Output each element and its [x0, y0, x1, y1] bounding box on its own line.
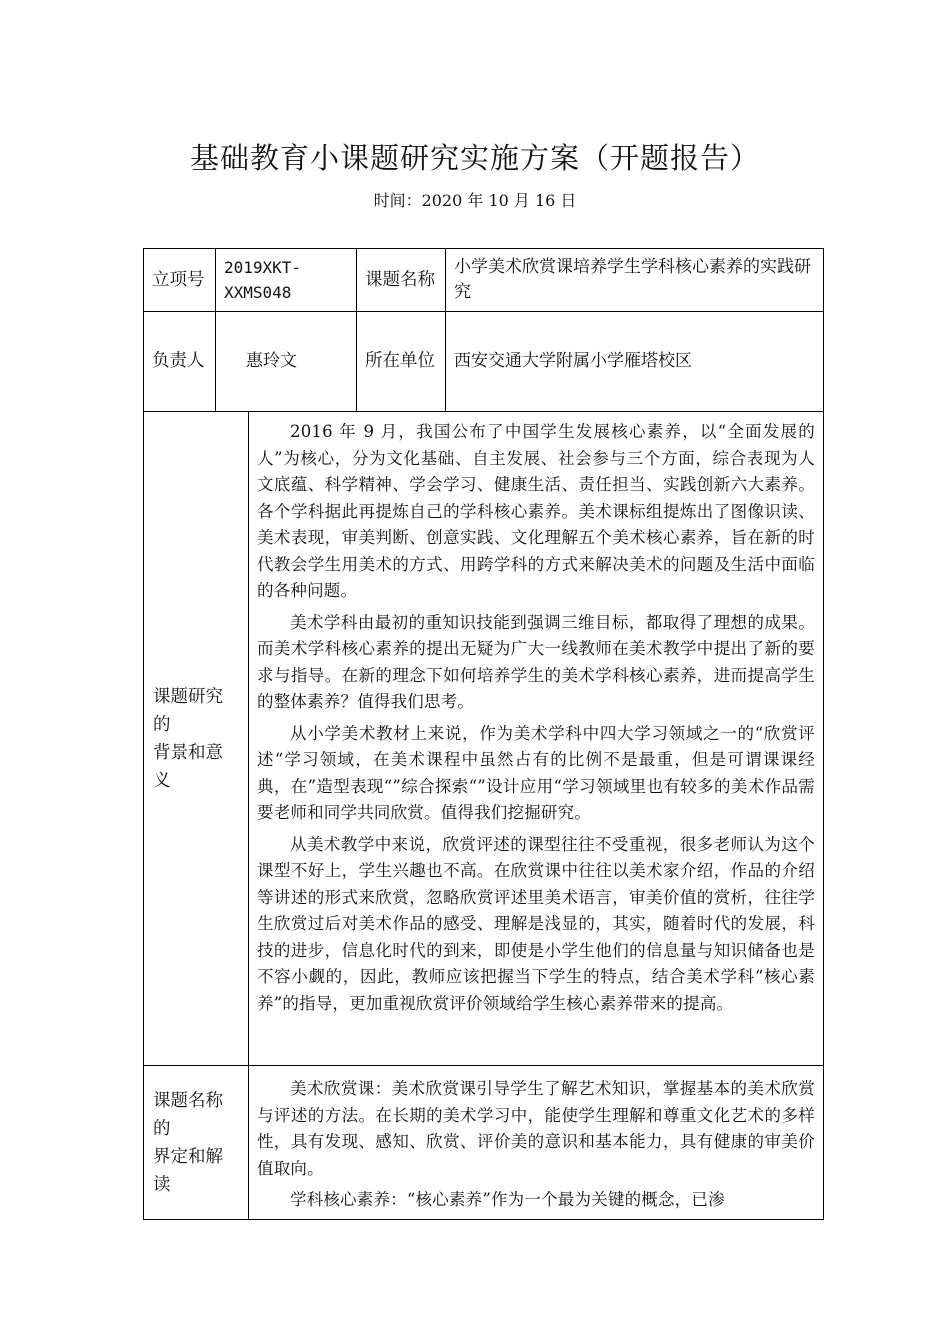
label-definition: [144, 1066, 249, 1220]
table-row-leader: [144, 312, 824, 412]
leader-value: 惠玲文: [216, 312, 357, 412]
background-paragraph: 从美术教学中来说，欣赏评述的课型往往不受重视，很多老师认为这个课型不好上，学生兴趣也不高。在欣赏课中往往以美术家介绍，作品的介绍等讲述的形式来欣赏，忽略欣赏评述里美术语言，审美价值的赏析，往往学生欣赏过后对美术作品的感受、理解是浅显的，其实，随着时代的发展，科技的进步，信息化时代的到来，即使是小学生他们的信息量与知识储备也是不容小觑的，因此，教师应该把握当下学生的特点，结合美术学科“核心素养”的指导，更加重视欣赏评价领域给学生核心素养带来的提高。: [257, 834, 815, 1013]
project-id-value: 2019XKT-XXMS048: [216, 249, 357, 312]
background-paragraph: 2016 年 9 月，我国公布了中国学生发展核心素养，以“全面发展的人”为核心，分为文化基础、自主发展、社会参与三个方面，综合表现为人文底蕴、科学精神、学会学习、健康生活、责任担当、实践创新六大素养。各个学科据此再提炼自己的学科核心素养。美术课标组提炼出了图像识读、美术表现，审美判断、创意实践、文化理解五个美术核心素养，旨在新的时代教会学生用美术的方式、用跨学科的方式来解决美术的问题及生活中面临的各种问题。: [257, 422, 815, 600]
definition-content: [249, 1066, 824, 1220]
label-unit: 所在单位: [357, 312, 446, 412]
table-row-definition: [144, 1066, 824, 1220]
background-paragraph: 美术学科由最初的重知识技能到强调三维目标，都取得了理想的成果。而美术学科核心素养的提出无疑为广大一线教师在美术教学中提出了新的要求与指导。在新的理念下如何培养学生的美术学科核心素养，进而提高学生的整体素养？值得我们思考。: [257, 612, 815, 711]
unit-value: 西安交通大学附属小学雁塔校区: [446, 312, 824, 412]
document-title: 基础教育小课题研究实施方案（开题报告）: [189, 141, 760, 175]
label-background-line1: 课题研究的: [153, 686, 223, 735]
background-paragraph: 从小学美术教材上来说，作为美术学科中四大学习领域之一的“欣赏评述“学习领域，在美术课程中虽然占有的比例不是最重，但是可谓课课经典，在”造型表现“”综合探索“”设计应用“学习领域里也有较多的美术作品需要老师和同学共同欣赏。值得我们挖掘研究。: [257, 723, 815, 822]
label-project-id: 立项号: [144, 249, 216, 312]
proposal-table: [143, 248, 824, 1220]
table-row-background: [144, 412, 824, 1066]
document-date: 时间：2020 年 10 月 16 日: [373, 191, 577, 210]
definition-paragraph: 美术欣赏课：美术欣赏课引导学生了解艺术知识，掌握基本的美术欣赏与评述的方法。在长期的美术学习中，能使学生理解和尊重文化艺术的多样性，具有发现、感知、欣赏、评价美的意识和基本能力，具有健康的审美价值取向。: [257, 1079, 815, 1178]
background-content: [249, 412, 824, 1066]
label-definition-line1: 课题名称的: [153, 1090, 223, 1139]
label-project-name: 课题名称: [357, 249, 446, 312]
table-row-project-info: [144, 249, 824, 312]
label-background: [144, 412, 249, 1066]
project-name-value: 小学美术欣赏课培养学生学科核心素养的实践研究: [446, 249, 824, 312]
label-definition-line2: 界定和解读: [153, 1146, 223, 1195]
label-background-line2: 背景和意义: [153, 742, 223, 791]
definition-paragraph: 学科核心素养：“核心素养”作为一个最为关键的概念，已渗: [290, 1190, 725, 1209]
label-leader: 负责人: [144, 312, 216, 412]
